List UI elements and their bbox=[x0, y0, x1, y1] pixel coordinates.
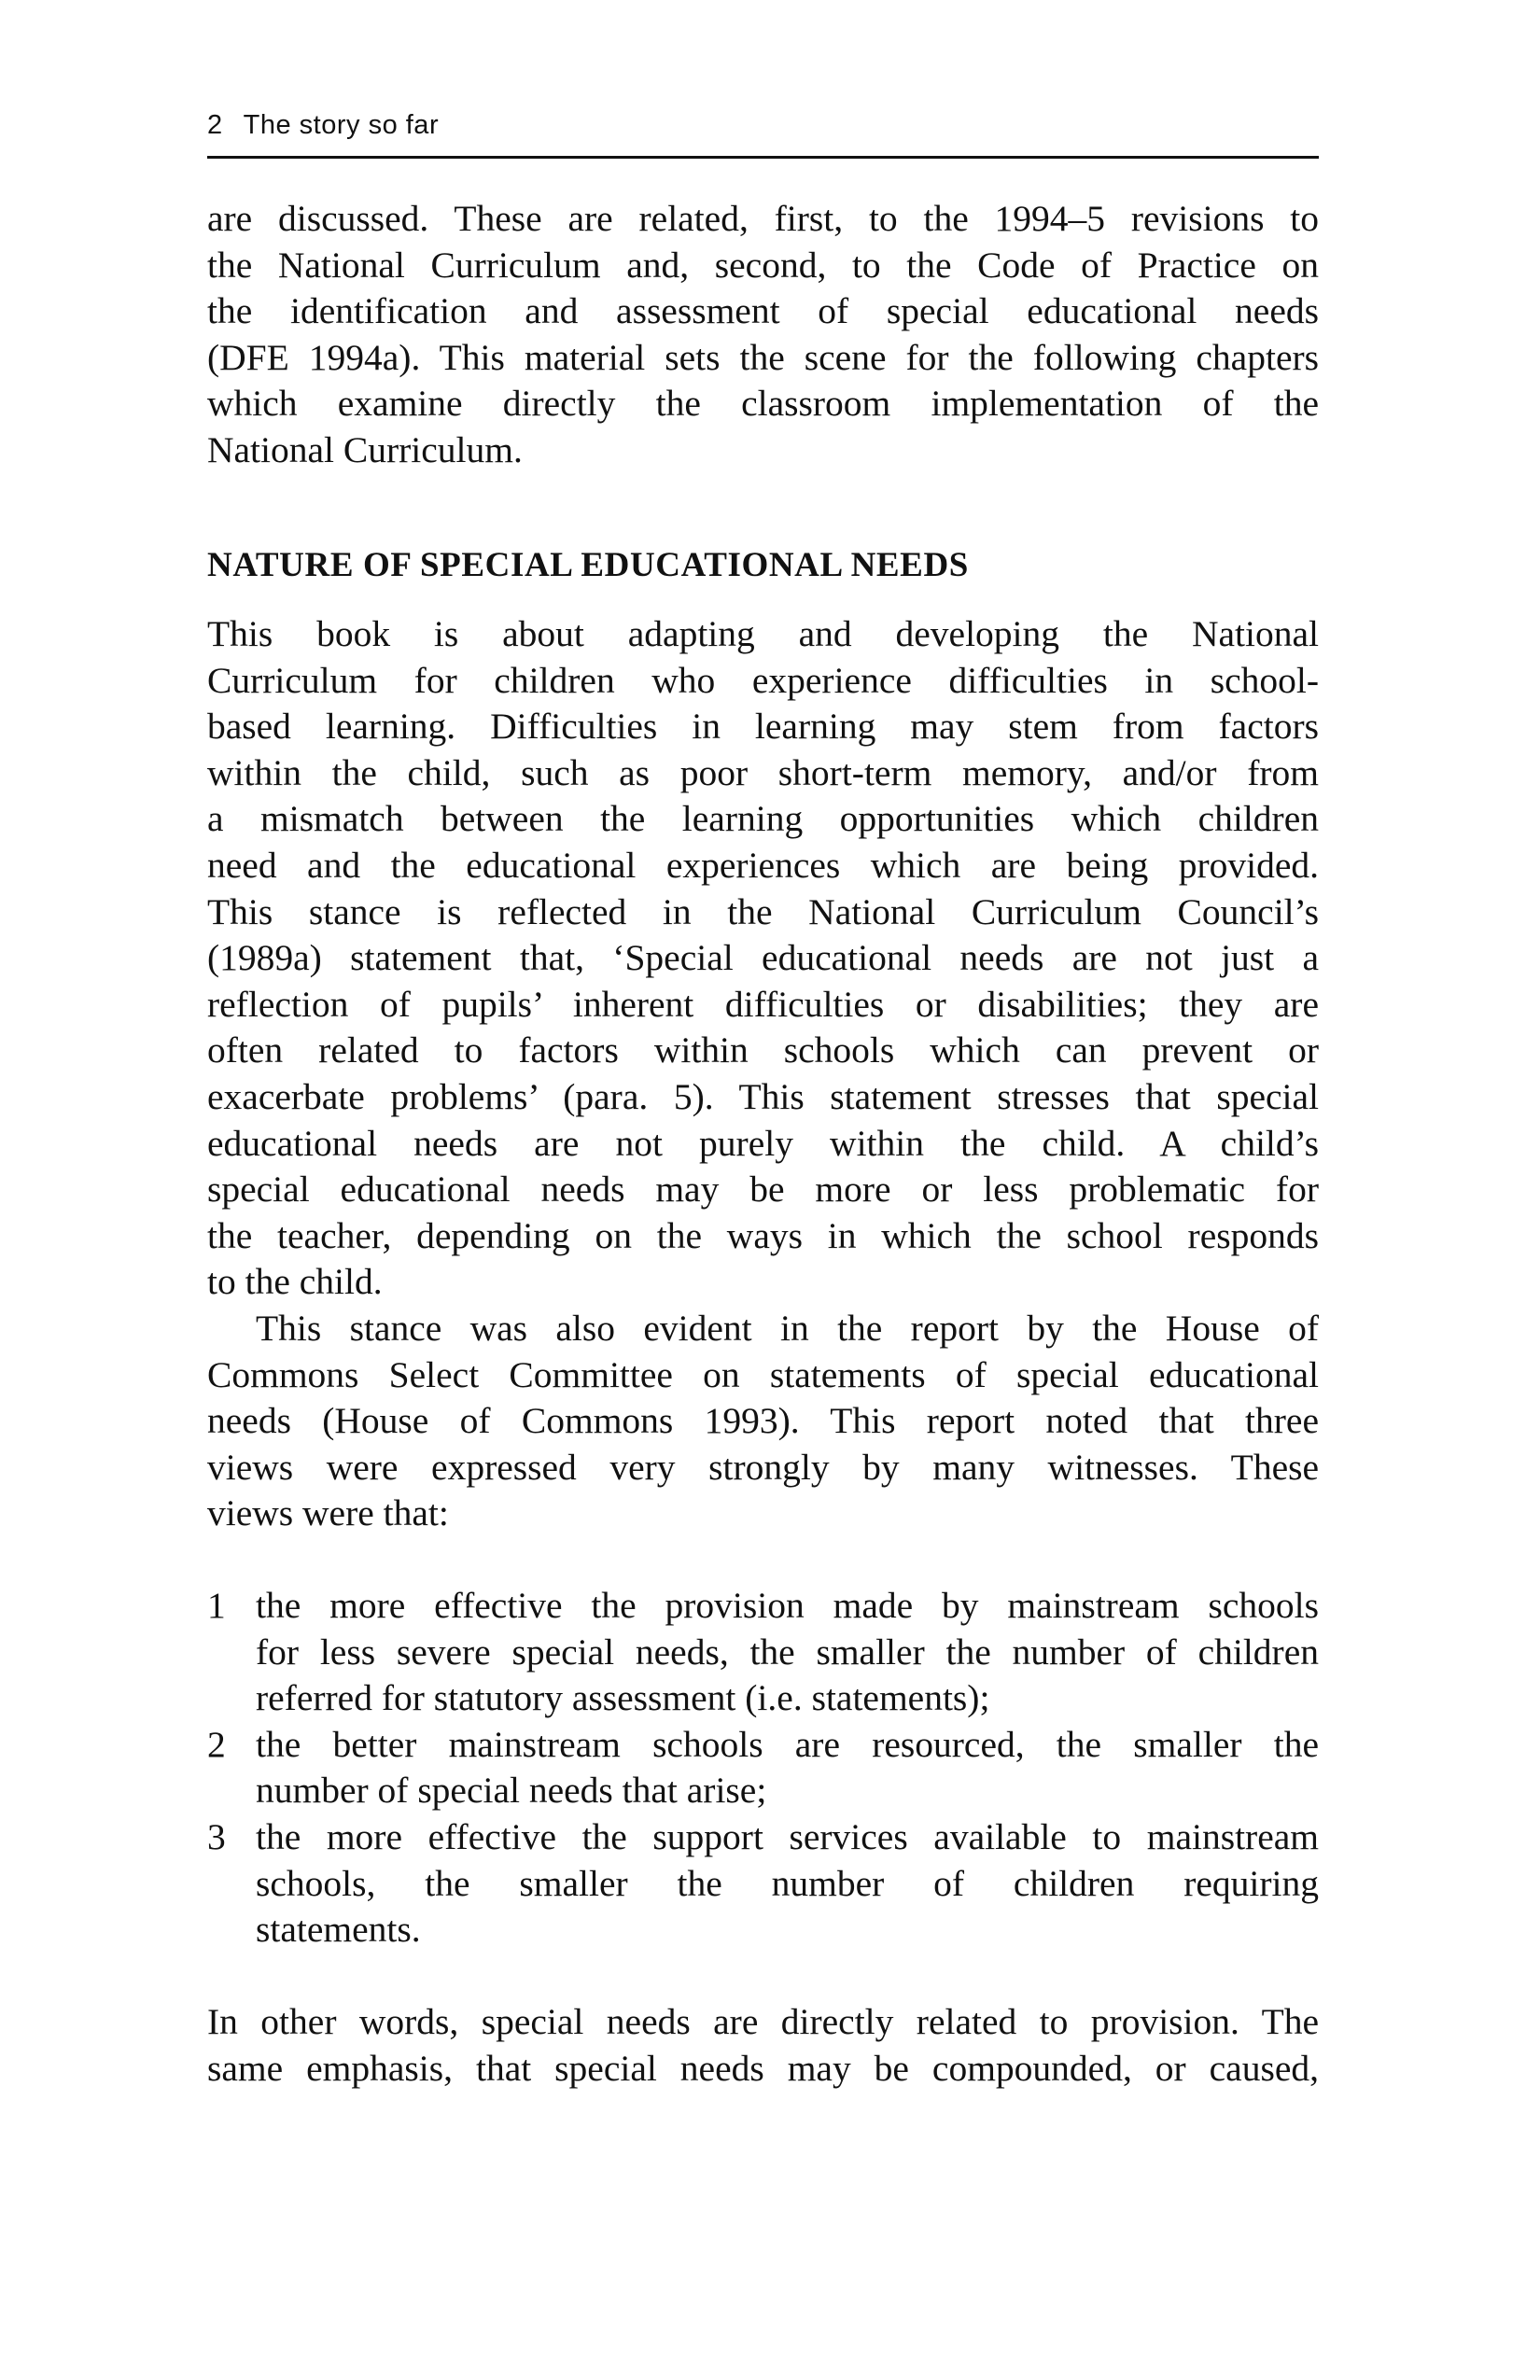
text-line: In other words, special needs are directly related to provision. The bbox=[207, 2001, 1319, 2042]
text-line: statements. bbox=[256, 1909, 421, 1951]
header-rule bbox=[207, 156, 1319, 159]
text-line: for less severe special needs, the smaller the number of children bbox=[256, 1631, 1319, 1673]
text-line: needs (House of Commons 1993). This report noted that three bbox=[207, 1400, 1319, 1442]
text-line: (DFE 1994a). This material sets the scene for the following chapters bbox=[207, 336, 1319, 378]
text-line: often related to factors within schools which can prevent or bbox=[207, 1029, 1319, 1071]
text-line: the more effective the support services available to mainstream bbox=[256, 1815, 1319, 1857]
list-number: 1 bbox=[207, 1585, 226, 1626]
intro-paragraph bbox=[207, 196, 1319, 474]
text-line: This stance was also evident in the report by the House of bbox=[256, 1308, 1319, 1349]
text-line: Commons Select Committee on statements of special educational bbox=[207, 1353, 1319, 1395]
closing-paragraph bbox=[207, 1999, 1319, 2092]
text-line: within the child, such as poor short-term memory, and/or from bbox=[207, 751, 1319, 793]
running-title: The story so far bbox=[243, 110, 440, 140]
text-line: educational needs are not purely within the child. A child’s bbox=[207, 1122, 1319, 1164]
text-line: views were expressed very strongly by many witnesses. These bbox=[207, 1446, 1319, 1488]
list-item-text bbox=[256, 1814, 1319, 1953]
text-line: to the child. bbox=[207, 1261, 383, 1303]
text-line: based learning. Difficulties in learning may stem from factors bbox=[207, 706, 1319, 748]
page-number: 2 bbox=[207, 110, 223, 140]
text-line: the National Curriculum and, second, to the Code of Practice on bbox=[207, 244, 1319, 286]
text-line: a mismatch between the learning opportunities which children bbox=[207, 798, 1319, 840]
text-line: the more effective the provision made by mainstream schools bbox=[256, 1585, 1319, 1626]
section-heading: NATURE OF SPECIAL EDUCATIONAL NEEDS bbox=[207, 546, 969, 584]
text-line: reflection of pupils’ inherent difficulties or disabilities; they are bbox=[207, 983, 1319, 1025]
text-line: National Curriculum. bbox=[207, 428, 523, 470]
list-item-text bbox=[256, 1722, 1319, 1814]
list-number: 3 bbox=[207, 1815, 226, 1857]
numbered-list bbox=[207, 1583, 1319, 1953]
text-line: the teacher, depending on the ways in which the school responds bbox=[207, 1214, 1319, 1256]
list-item bbox=[207, 1722, 1319, 1814]
text-line: exacerbate problems’ (para. 5). This statement stresses that special bbox=[207, 1075, 1319, 1117]
paragraph bbox=[207, 611, 1319, 1306]
text-line: views were that: bbox=[207, 1492, 449, 1534]
text-line: special educational needs may be more or less problematic for bbox=[207, 1169, 1319, 1211]
text-line: number of special needs that arise; bbox=[256, 1770, 767, 1812]
text-line: need and the educational experiences which are being provided. bbox=[207, 844, 1319, 886]
list-number: 2 bbox=[207, 1723, 226, 1765]
text-line: the identification and assessment of special educational needs bbox=[207, 290, 1319, 332]
text-line: This stance is reflected in the National Curriculum Council’s bbox=[207, 890, 1319, 932]
running-header bbox=[207, 110, 439, 141]
text-line: (1989a) statement that, ‘Special educational needs are not just a bbox=[207, 937, 1319, 979]
paragraph bbox=[207, 1306, 1319, 1537]
list-item bbox=[207, 1583, 1319, 1722]
text-line: same emphasis, that special needs may be compounded, or caused, bbox=[207, 2047, 1319, 2089]
text-line: schools, the smaller the number of children requiring bbox=[256, 1862, 1319, 1904]
text-line: Curriculum for children who experience difficulties in school- bbox=[207, 659, 1319, 701]
list-item bbox=[207, 1814, 1319, 1953]
text-line: referred for statutory assessment (i.e. statements); bbox=[256, 1677, 990, 1719]
text-line: are discussed. These are related, first, to the 1994–5 revisions to bbox=[207, 198, 1319, 239]
text-line: which examine directly the classroom implementation of the bbox=[207, 383, 1319, 425]
text-line: This book is about adapting and developing the National bbox=[207, 613, 1319, 654]
list-item-text bbox=[256, 1583, 1319, 1722]
text-line: the better mainstream schools are resourced, the smaller the bbox=[256, 1723, 1319, 1765]
